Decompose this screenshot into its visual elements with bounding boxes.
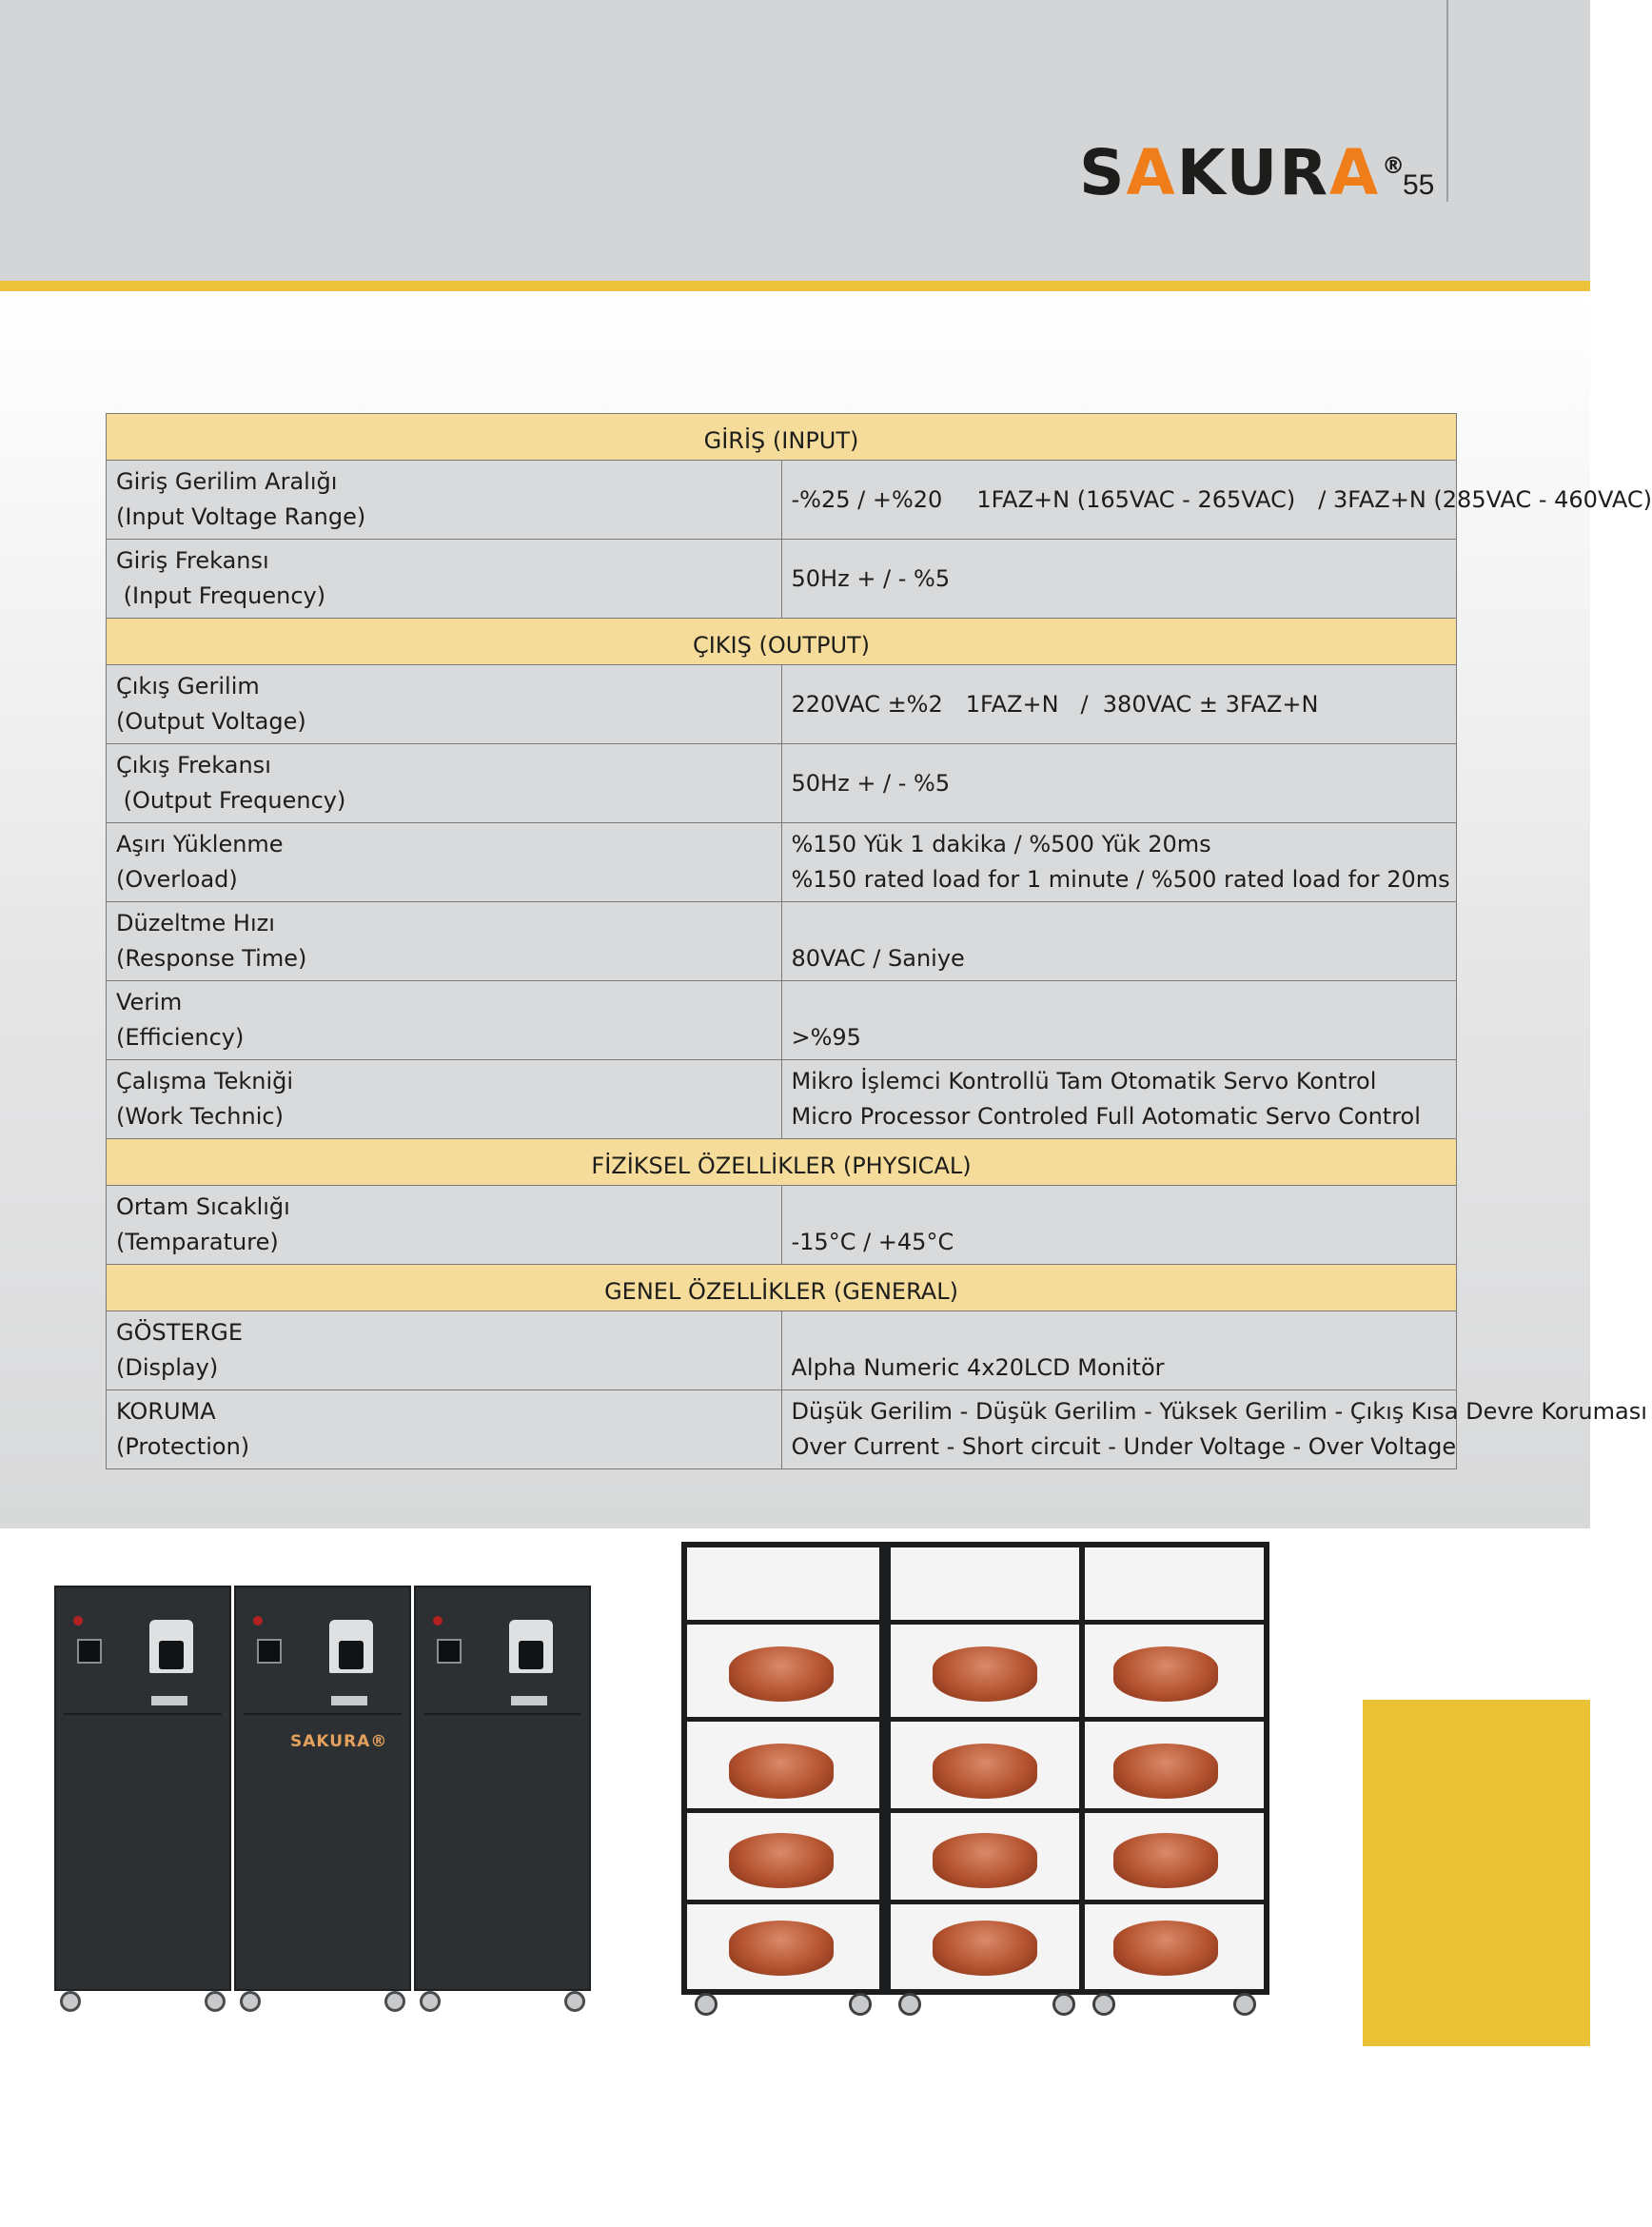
logo-accent-2: A (1329, 136, 1381, 209)
spec-label (107, 1060, 782, 1139)
value-line: %150 Yük 1 dakika / %500 Yük 20ms (791, 831, 1211, 857)
label-line: Çalışma Tekniği (116, 1068, 294, 1094)
section-header: GENEL ÖZELLİKLER (GENERAL) (107, 1265, 1457, 1311)
value-line: Düşük Gerilim - Düşük Gerilim - Yüksek Gerilim - Çıkış Kısa Devre Koruması (791, 1398, 1647, 1425)
spec-value (781, 665, 1457, 744)
label-line: Aşırı Yüklenme (116, 831, 284, 857)
value-line: 50Hz + / - %5 (791, 564, 951, 592)
spec-row-protection (107, 1390, 1457, 1469)
spec-label (107, 1311, 782, 1390)
label-line: KORUMA (116, 1398, 216, 1425)
value-line: -15°C / +45°C (791, 1229, 954, 1255)
value-part: 1FAZ+N (165VAC - 265VAC) (976, 485, 1296, 513)
spec-row-display (107, 1311, 1457, 1390)
spec-label (107, 1390, 782, 1469)
label-line: Ortam Sıcaklığı (116, 1193, 290, 1220)
header-accent-band (0, 281, 1590, 291)
spec-label (107, 823, 782, 902)
spec-label (107, 902, 782, 981)
spec-value (781, 1311, 1457, 1390)
spec-label (107, 1186, 782, 1265)
section-header: ÇIKIŞ (OUTPUT) (107, 619, 1457, 665)
section-row-general (107, 1265, 1457, 1311)
label-line: (Work Technic) (116, 1103, 284, 1130)
spec-label (107, 540, 782, 619)
spec-row-work-technic (107, 1060, 1457, 1139)
spec-value (781, 1390, 1647, 1469)
label-line: Çıkış Gerilim (116, 673, 260, 700)
section-header: GİRİŞ (INPUT) (107, 414, 1457, 461)
logo-accent-1: A (1126, 136, 1177, 209)
label-line: Giriş Frekansı (116, 547, 269, 574)
label-line: (Response Time) (116, 945, 307, 972)
spec-row-output-voltage (107, 665, 1457, 744)
value-line: %150 rated load for 1 minute / %500 rated load for 20ms (791, 866, 1450, 893)
spec-label (107, 461, 782, 540)
label-line: (Output Voltage) (116, 708, 306, 735)
value-line: Alpha Numeric 4x20LCD Monitör (791, 1354, 1165, 1381)
label-line: Düzeltme Hızı (116, 910, 275, 936)
spec-value (781, 1060, 1457, 1139)
label-line: Çıkış Frekansı (116, 752, 271, 778)
section-row-output (107, 619, 1457, 665)
value-line: Mikro İşlemci Kontrollü Tam Otomatik Servo Kontrol (791, 1068, 1377, 1094)
value-line: Over Current - Short circuit - Under Voltage - Over Voltage (791, 1433, 1457, 1460)
label-line: (Input Voltage Range) (116, 503, 366, 530)
label-line: (Efficiency) (116, 1024, 245, 1051)
label-line: (Output Frequency) (116, 787, 346, 814)
value-line: Micro Processor Controled Full Aotomatic Servo Control (791, 1103, 1421, 1130)
label-line: (Overload) (116, 866, 238, 893)
label-line: (Protection) (116, 1433, 250, 1460)
section-row-physical (107, 1139, 1457, 1186)
spec-row-temperature (107, 1186, 1457, 1265)
label-line: Giriş Gerilim Aralığı (116, 468, 338, 495)
logo-part-2: KUR (1176, 136, 1330, 209)
logo-part-1: S (1079, 136, 1127, 209)
spec-row-input-voltage (107, 461, 1457, 540)
spec-value (781, 461, 1652, 540)
spec-label (107, 665, 782, 744)
label-line: (Temparature) (116, 1229, 279, 1255)
control-panel (433, 1616, 576, 1700)
label-line: Verim (116, 989, 183, 1015)
value-line (791, 483, 1652, 518)
cabinet-image (414, 1586, 591, 1991)
value-part: / 3FAZ+N (285VAC - 460VAC) (1318, 485, 1652, 513)
spec-label (107, 744, 782, 823)
header-divider (1446, 0, 1448, 202)
spec-row-efficiency (107, 981, 1457, 1060)
spec-row-overload (107, 823, 1457, 902)
value-part: -%25 / +%20 (791, 485, 943, 513)
spec-label (107, 981, 782, 1060)
label-line: (Input Frequency) (116, 582, 326, 609)
cabinet-logo: SAKURA® (290, 1732, 388, 1751)
label-line: (Display) (116, 1354, 219, 1381)
spec-value (781, 902, 1457, 981)
section-row-input (107, 414, 1457, 461)
spec-value (781, 1186, 1457, 1265)
cabinet-image (54, 1586, 231, 1991)
value-part: 1FAZ+N / 380VAC ± 3FAZ+N (965, 690, 1319, 718)
spec-row-input-frequency (107, 540, 1457, 619)
spec-value (781, 823, 1457, 902)
spec-value (781, 540, 1457, 619)
control-panel (73, 1616, 216, 1700)
label-line: GÖSTERGE (116, 1319, 243, 1346)
spec-value (781, 744, 1457, 823)
section-header: FİZİKSEL ÖZELLİKLER (PHYSICAL) (107, 1139, 1457, 1186)
value-part: 220VAC ±%2 (791, 690, 943, 718)
value-line: >%95 (791, 1024, 861, 1051)
cabinet-image (234, 1586, 411, 1991)
spec-table (106, 413, 1652, 1469)
yellow-accent-block (1363, 1700, 1590, 2046)
page-number: 55 (1403, 169, 1435, 201)
value-line (792, 687, 1447, 722)
control-panel (253, 1616, 396, 1700)
spec-row-response-time (107, 902, 1457, 981)
brand-logo (1079, 136, 1407, 209)
open-frame-image (885, 1542, 1089, 1995)
spec-value (781, 981, 1457, 1060)
open-frame-image (681, 1542, 885, 1995)
spec-row-output-frequency (107, 744, 1457, 823)
value-line: 50Hz + / - %5 (791, 769, 951, 797)
registered-mark: ® (1382, 152, 1407, 179)
open-frame-image (1079, 1542, 1269, 1995)
value-line: 80VAC / Saniye (791, 945, 965, 972)
